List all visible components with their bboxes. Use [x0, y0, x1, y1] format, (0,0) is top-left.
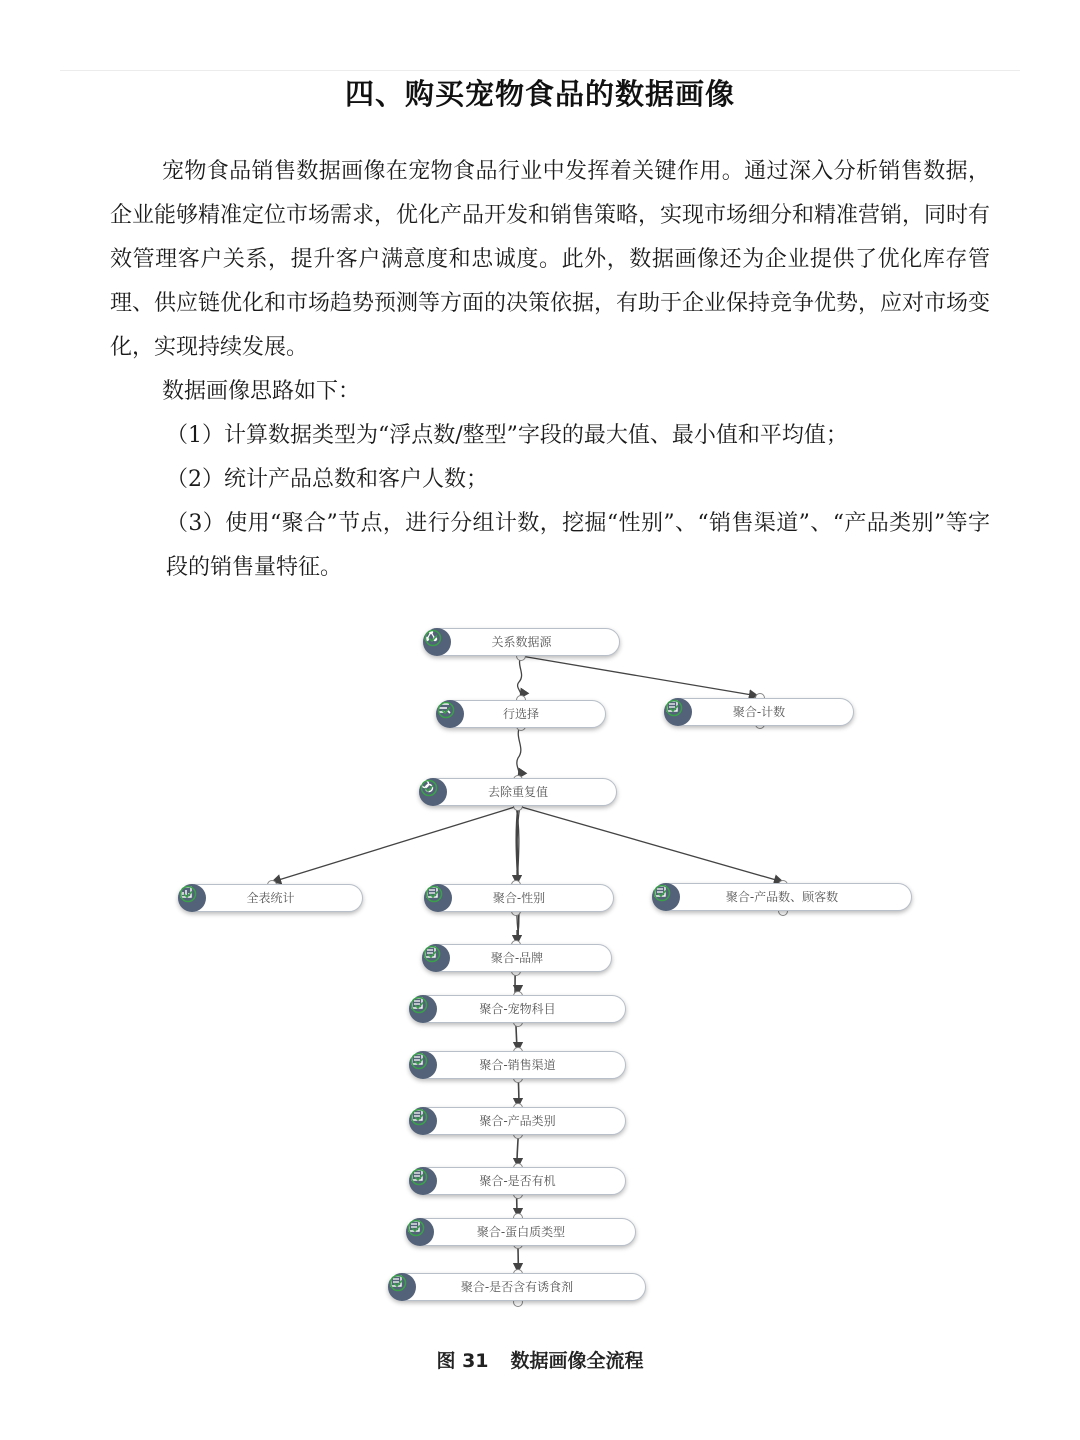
edge-source-count [521, 656, 758, 696]
figure-caption [0, 1346, 1080, 1373]
figure-number: 图 31 [436, 1350, 489, 1372]
connector-ports [268, 652, 788, 1307]
node-dedupe[interactable] [419, 778, 617, 806]
node-label: 聚合-是否有机 [479, 1174, 556, 1188]
node-label: 聚合-品牌 [490, 951, 544, 965]
node-label: 全表统计 [246, 891, 295, 905]
node-aggregate-brand[interactable] [422, 944, 612, 972]
step-1: （1）计算数据类型为“浮点数/整型”字段的最大值、最小值和平均值； [166, 423, 848, 448]
edge-rowselect-dedupe [517, 726, 521, 778]
success-check-icon [437, 701, 455, 719]
node-label: 关系数据源 [491, 635, 552, 649]
node-aggregate-gender[interactable] [424, 884, 614, 912]
success-check-icon [179, 885, 197, 903]
figure-title: 数据画像全流程 [510, 1350, 644, 1372]
body-text [110, 150, 990, 590]
workflow-diagram [0, 600, 1080, 1320]
node-aggregate-product-type[interactable] [409, 1107, 626, 1135]
node-aggregate-organic[interactable] [409, 1167, 626, 1195]
edge-source-rowselect [518, 656, 522, 698]
section-title: 四、购买宠物食品的数据画像 [344, 77, 735, 111]
node-row-select[interactable] [436, 700, 606, 728]
node-label: 聚合-性别 [492, 891, 546, 905]
node-label: 聚合-产品数、顾客数 [725, 890, 839, 904]
edge-dedupe-stats [272, 806, 518, 882]
step-2: （2）统计产品总数和客户人数； [166, 467, 488, 492]
success-check-icon [653, 884, 671, 902]
success-check-icon [410, 996, 428, 1014]
success-check-icon [407, 1219, 425, 1237]
success-check-icon [410, 1052, 428, 1070]
node-aggregate-pet-category[interactable] [409, 995, 626, 1023]
node-relational-source[interactable] [423, 628, 620, 656]
node-aggregate-protein-type[interactable] [406, 1218, 636, 1246]
edge-dedupe-counts [518, 806, 783, 882]
node-aggregate-count[interactable] [664, 698, 854, 726]
success-check-icon [389, 1274, 407, 1292]
top-divider [60, 70, 1020, 71]
node-label: 聚合-产品类别 [479, 1114, 556, 1128]
success-check-icon [424, 629, 442, 647]
success-check-icon [425, 885, 443, 903]
success-check-icon [410, 1108, 428, 1126]
node-label: 聚合-是否含有诱食剂 [460, 1280, 574, 1294]
success-check-icon [423, 945, 441, 963]
step-3: （3）使用“聚合”节点，进行分组计数，挖掘“性别”、“销售渠道”、“产品类别”等字段的销售量特征。 [166, 511, 990, 580]
node-label: 聚合-蛋白质类型 [476, 1225, 566, 1239]
approach-paragraph: 数据画像思路如下： [162, 379, 361, 404]
node-full-stats[interactable] [178, 884, 363, 912]
node-label: 聚合-计数 [732, 705, 786, 719]
node-label: 去除重复值 [487, 785, 548, 799]
success-check-icon [420, 779, 438, 797]
node-aggregate-sales-channel[interactable] [409, 1051, 626, 1079]
node-label: 聚合-销售渠道 [479, 1058, 556, 1072]
success-check-icon [410, 1168, 428, 1186]
node-aggregate-product-customer-count[interactable] [652, 883, 912, 911]
node-label: 行选择 [502, 707, 539, 721]
node-aggregate-attractant[interactable] [388, 1273, 646, 1301]
success-check-icon [665, 699, 683, 717]
node-label: 聚合-宠物科目 [479, 1002, 556, 1016]
intro-paragraph: 宠物食品销售数据画像在宠物食品行业中发挥着关键作用。通过深入分析销售数据，企业能够精准定位市场需求，优化产品开发和销售策略，实现市场细分和精准营销，同时有效管理客户关系，提升客户满意度和忠诚度。此外，数据画像还为企业提供了优化库存管理、供应链优化和市场趋势预测等方面的决策依据，有助于企业保持竞争优势，应对市场变化，实现持续发展。 [110, 159, 991, 360]
